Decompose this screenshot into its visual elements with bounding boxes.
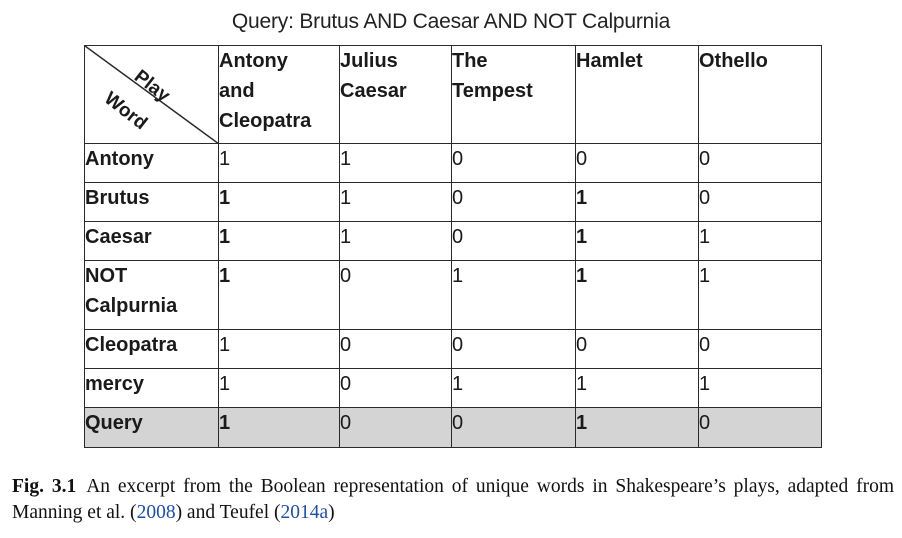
row-label: Brutus	[85, 183, 219, 222]
table-cell: 1	[219, 183, 340, 222]
table-row	[85, 330, 822, 369]
table-cell: 0	[452, 183, 576, 222]
table-cell: 1	[576, 408, 699, 448]
table-cell: 1	[340, 222, 452, 261]
table-cell: 1	[219, 144, 340, 183]
row-label: Query	[85, 408, 219, 448]
table-cell: 0	[699, 330, 822, 369]
row-label: Cleopatra	[85, 330, 219, 369]
table-cell: 1	[576, 369, 699, 408]
column-header-antony-and-cleopatra: Antony and Cleopatra	[219, 46, 340, 144]
caption-text-before: An excerpt from the Boolean representation of unique words in Shakespeare’s plays, adapted from Manning et al. (	[12, 476, 894, 523]
column-header-hamlet: Hamlet	[576, 46, 699, 144]
row-label: Caesar	[85, 222, 219, 261]
corner-word-label: Word	[100, 88, 151, 135]
table-cell: 1	[576, 183, 699, 222]
table-row	[85, 222, 822, 261]
table-cell: 0	[340, 261, 452, 330]
figure-label: Fig. 3.1	[12, 476, 77, 497]
table-cell: 1	[219, 261, 340, 330]
table-cell: 0	[452, 408, 576, 448]
table-cell: 1	[699, 222, 822, 261]
corner-cell	[85, 46, 219, 144]
table-row	[85, 408, 822, 448]
table-cell: 0	[340, 330, 452, 369]
table-cell: 0	[340, 369, 452, 408]
table-cell: 0	[452, 330, 576, 369]
reference-link-2008[interactable]: 2008	[136, 502, 176, 523]
table-cell: 0	[452, 222, 576, 261]
header-row	[85, 46, 822, 144]
column-header-julius-caesar: Julius Caesar	[340, 46, 452, 144]
table-cell: 0	[576, 144, 699, 183]
column-header-othello: Othello	[699, 46, 822, 144]
table-cell: 0	[452, 144, 576, 183]
table-cell: 1	[219, 330, 340, 369]
table-row	[85, 369, 822, 408]
table-cell: 1	[452, 369, 576, 408]
row-label: NOT Calpurnia	[85, 261, 219, 330]
table-cell: 1	[576, 222, 699, 261]
table-cell: 1	[219, 222, 340, 261]
table-row	[85, 144, 822, 183]
table-row	[85, 183, 822, 222]
column-header-the-tempest: The Tempest	[452, 46, 576, 144]
table-cell: 0	[699, 144, 822, 183]
caption-text-after: )	[328, 502, 335, 523]
caption-text-middle: ) and Teufel (	[175, 502, 281, 523]
table-cell: 0	[699, 183, 822, 222]
table-cell: 0	[699, 408, 822, 448]
row-label: Antony	[85, 144, 219, 183]
table-cell: 0	[576, 330, 699, 369]
table-cell: 1	[452, 261, 576, 330]
boolean-table	[84, 45, 822, 448]
reference-link-2014a[interactable]: 2014a	[280, 502, 329, 523]
corner-play-label: Play	[130, 66, 174, 107]
table-row	[85, 261, 822, 330]
table-cell: 1	[699, 369, 822, 408]
row-label: mercy	[85, 369, 219, 408]
table-cell: 1	[699, 261, 822, 330]
table-cell: 0	[340, 408, 452, 448]
table-cell: 1	[340, 144, 452, 183]
figure-caption	[12, 474, 894, 526]
query-title: Query: Brutus AND Caesar AND NOT Calpurnia	[231, 10, 671, 33]
table-cell: 1	[219, 369, 340, 408]
table-cell: 1	[340, 183, 452, 222]
table-cell: 1	[219, 408, 340, 448]
table-cell: 1	[576, 261, 699, 330]
